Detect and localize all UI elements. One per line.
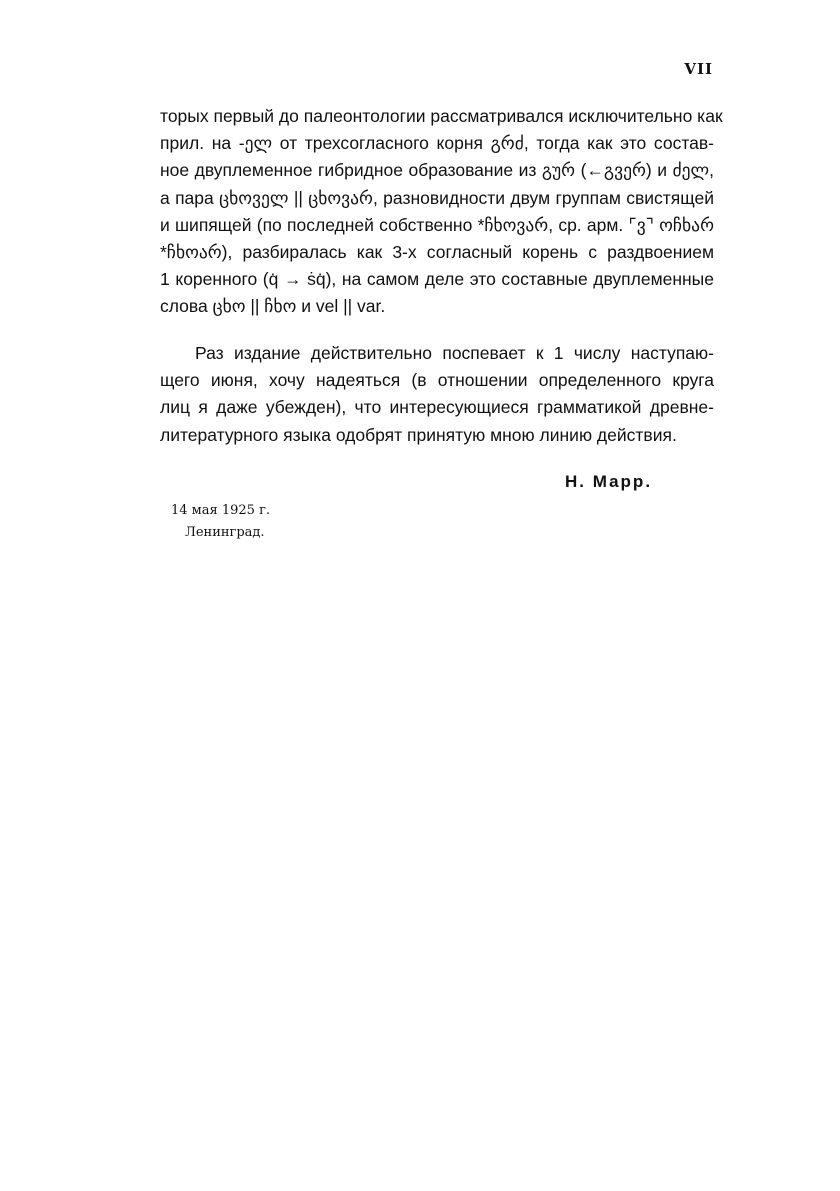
author-signature: Н. Марр. <box>565 472 653 491</box>
paragraph-2 <box>160 340 714 449</box>
date-text: 14 мая 1925 г. <box>171 503 271 518</box>
place-text: Ленинград. <box>185 525 265 540</box>
text-line: лиц я даже убежден), что интересующиеся грамматикой древне- <box>160 397 714 418</box>
text-line: прил. на -ელ от трехсогласного корня გრძ, тогда как это состав- <box>160 133 714 154</box>
text-line: слова ცხო || ჩხო и vel || var. <box>160 296 386 317</box>
text-line: 1 коренного (q̇ → ṡq̇), на самом деле это составные двуплеменные <box>160 269 714 290</box>
paragraph-1 <box>160 103 723 321</box>
text-line: а пара ცხოველ || ცხოვარ, разновидности двум группам свистящей <box>160 187 714 208</box>
text-line: Раз издание действительно поспевает к 1 числу наступаю- <box>195 343 714 363</box>
dateline <box>171 500 270 544</box>
page-number: VII <box>684 60 713 78</box>
text-line: щего июня, хочу надеяться (в отношении определенного круга <box>160 370 714 391</box>
text-line: и шипящей (по последней собственно *ჩხოვარ, ср. арм. ⌜ვ⌝ ოჩხარ <box>160 214 714 235</box>
text-line: торых первый до палеонтологии рассматривался исключительно как <box>160 106 723 126</box>
text-line: *ჩხოარ), разбиралась как 3-х согласный корень с раздвоением <box>160 242 714 263</box>
text-line: ное двуплеменное гибридное образование из გურ (←გვერ) и ძელ, <box>160 160 714 181</box>
text-line: литературного языка одобрят принятую мною линию действия. <box>160 424 677 445</box>
